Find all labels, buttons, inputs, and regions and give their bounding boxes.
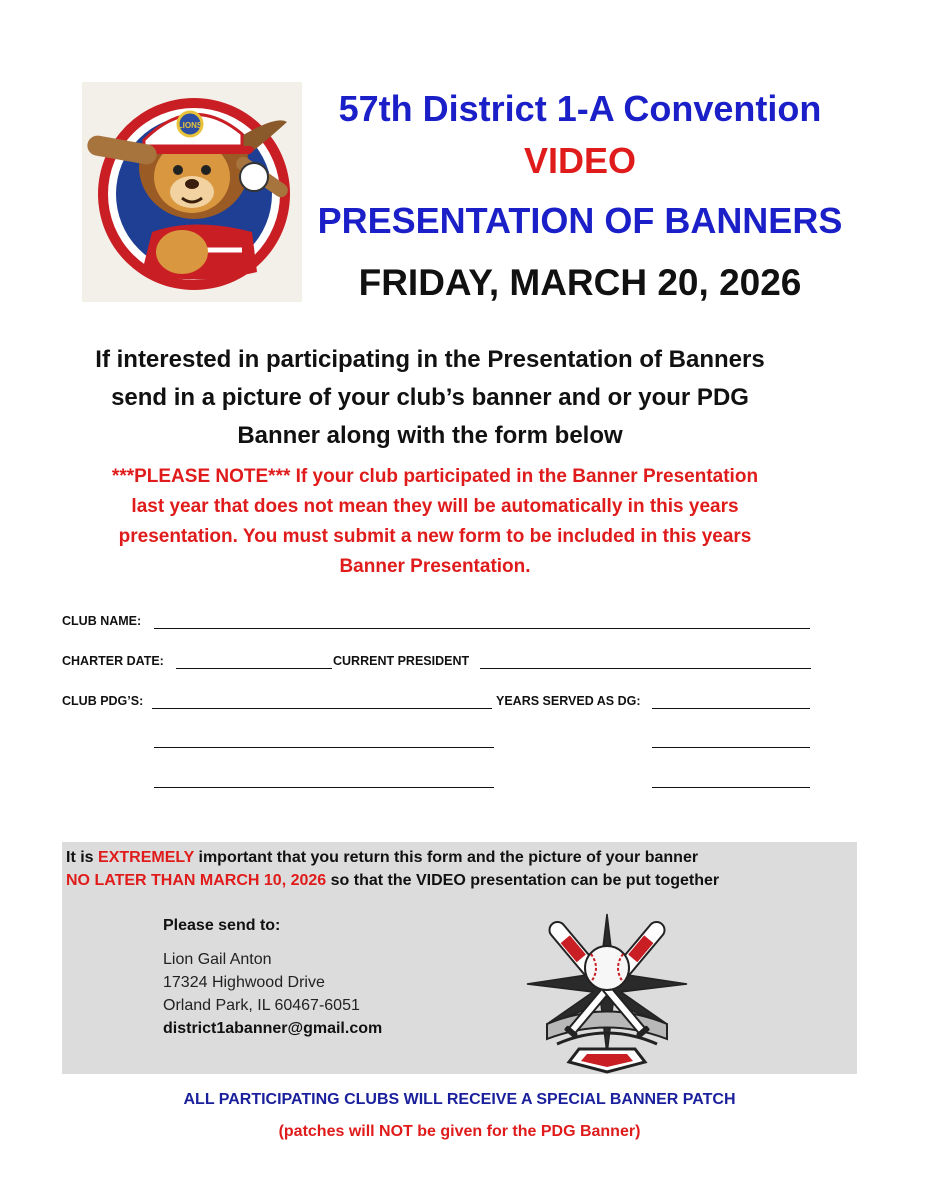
deadline-line-2 (66, 872, 719, 890)
club-pdg-field[interactable] (154, 747, 494, 748)
lion-baseball-mascot-icon (82, 82, 302, 302)
note-line: presentation. You must submit a new form to be included in this years (118, 526, 752, 547)
patch-announcement: ALL PARTICIPATING CLUBS WILL RECEIVE A SPECIAL BANNER PATCH (183, 1091, 736, 1108)
club-pdgs-label: CLUB PDG’S: (62, 694, 144, 708)
svg-text:LIONS: LIONS (177, 121, 203, 130)
intro-text (40, 341, 820, 455)
submission-info-box (62, 842, 857, 1074)
intro-line: If interested in participating in the Presentation of Banners (95, 346, 765, 373)
charter-date-label: CHARTER DATE: (62, 654, 164, 668)
contact-city: Orland Park, IL 60467-6051 (163, 997, 360, 1014)
club-name-label: CLUB NAME: (62, 614, 142, 628)
patch-disclaimer: (patches will NOT be given for the PDG Banner) (278, 1123, 641, 1140)
deadline-text: so that the VIDEO presentation can be put together (326, 872, 720, 889)
crossed-bats-baseball-icon (517, 904, 697, 1074)
charter-date-field[interactable] (176, 668, 332, 669)
event-date: FRIDAY, MARCH 20, 2026 (358, 262, 802, 303)
current-president-label: CURRENT PRESIDENT (333, 654, 470, 668)
send-to-heading: Please send to: (163, 917, 281, 934)
contact-name: Lion Gail Anton (163, 951, 272, 968)
club-pdg-field[interactable] (152, 708, 492, 709)
note-line: last year that does not mean they will be automatically in this years (131, 496, 739, 517)
club-name-field[interactable] (154, 628, 810, 629)
deadline-date: NO LATER THAN MARCH 10, 2026 (66, 872, 327, 889)
years-served-label: YEARS SERVED AS DG: (496, 694, 641, 708)
years-served-field[interactable] (652, 708, 810, 709)
contact-email[interactable]: district1abanner@gmail.com (163, 1020, 383, 1037)
note-line: ***PLEASE NOTE*** If your club participated in the Banner Presentation (111, 466, 759, 487)
presentation-heading: PRESENTATION OF BANNERS (317, 200, 843, 241)
convention-title: 57th District 1-A Convention (338, 88, 822, 129)
video-heading: VIDEO (523, 140, 637, 181)
contact-street: 17324 Highwood Drive (163, 974, 325, 991)
deadline-text: important that you return this form and the picture of your banner (194, 849, 699, 866)
years-served-field[interactable] (652, 747, 810, 748)
intro-line: send in a picture of your club’s banner and or your PDG (111, 384, 749, 411)
years-served-field[interactable] (652, 787, 810, 788)
please-note-text (40, 462, 830, 582)
club-pdg-field[interactable] (154, 787, 494, 788)
deadline-text: It is (66, 849, 99, 866)
deadline-emphasis: EXTREMELY (98, 849, 195, 866)
intro-line: Banner along with the form below (237, 422, 623, 449)
note-line: Banner Presentation. (339, 556, 531, 577)
current-president-field[interactable] (480, 668, 811, 669)
deadline-line-1 (66, 849, 698, 867)
